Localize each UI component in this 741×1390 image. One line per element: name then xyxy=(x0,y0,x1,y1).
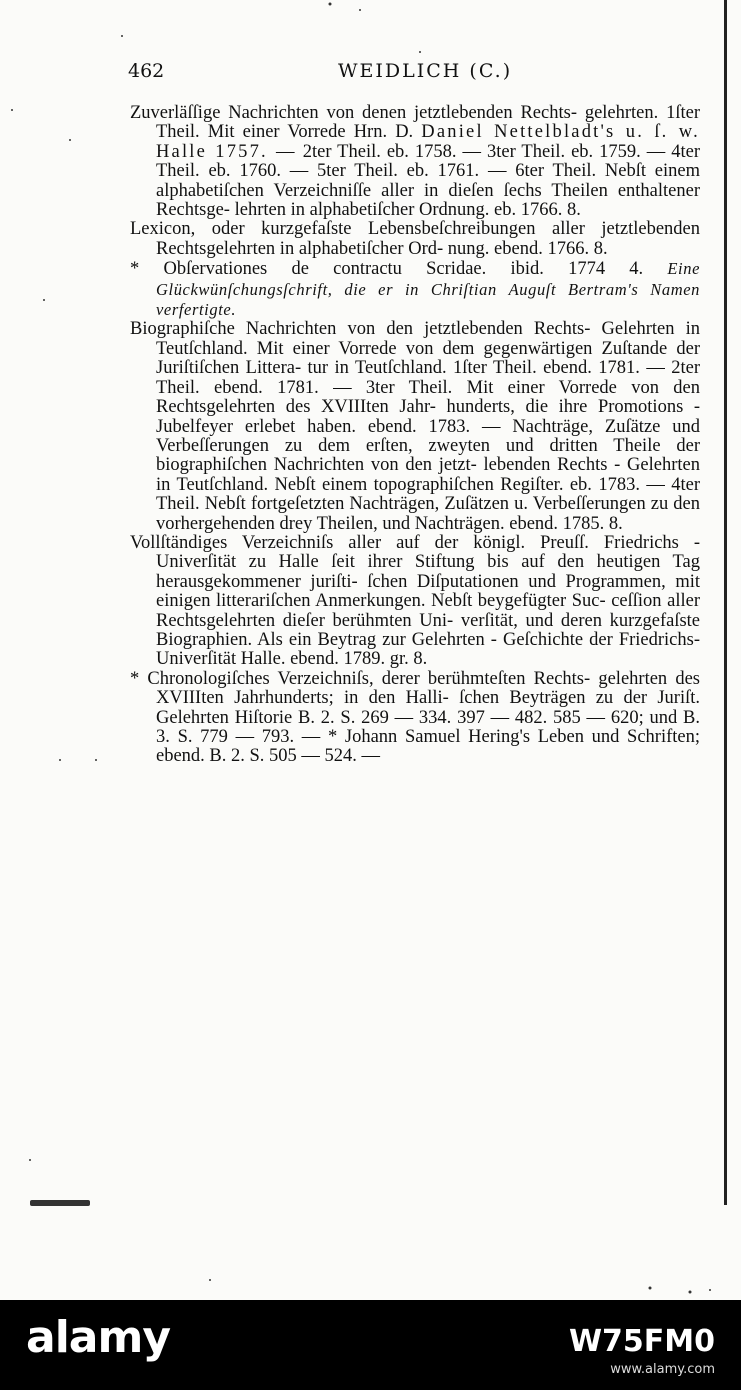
text-line: Vorrede von den Rechtsgelehrten des XVIIIten Jahr- xyxy=(156,377,701,418)
text-line: Verbeſſerungen zu den vorhergehenden drey Theilen, xyxy=(156,494,700,534)
site-url: www.alamy.com xyxy=(610,1362,715,1377)
text-line: Univerſität Halle. ebend. 1789. gr. 8. xyxy=(156,649,428,670)
text-line: 4ter Theil. eb. 1760. — 5ter Theil. eb. 1761. — xyxy=(156,141,701,182)
text-line: nung. ebend. 1766. 8. xyxy=(447,238,608,259)
text-line: einem topographiſchen Regiſter. eb. 1783. — 4ter xyxy=(322,474,701,495)
text-line: Zuverläſſige Nachrichten von denen jetztlebenden Rechts- xyxy=(130,103,577,123)
text-line: 2. S. 269 — 334. 397 — 482. 585 — 620; und B. 3. xyxy=(156,707,700,747)
text-line: S. 779 — 793. — * Johann Samuel Hering's xyxy=(177,727,531,747)
text-line: ceſſion aller Rechtsgelehrten dieſer berühmten Uni- xyxy=(156,591,700,631)
text-line: haben. ebend. 1783. — Nachträge, Zuſätze und xyxy=(307,416,700,437)
italic-note-line: Auguſt Bertram's Namen verfertigte. xyxy=(156,279,700,320)
text-line: Biographiſche Nachrichten von den jetztlebenden Rechts- xyxy=(130,319,591,340)
text-line: Theil. Nebſt fortgeſetzten Nachträgen, Zuſätzen u. xyxy=(156,494,528,515)
text-line: 2ter Theil. eb. 1758. — 3ter Theil. eb. 1759. — xyxy=(302,141,666,162)
text-line: litterariſchen Anmerkungen. Nebſt beygefügter Suc- xyxy=(216,591,606,612)
text-line: lehrten in alphabetiſcher Ordnung. eb. 1766. 8. xyxy=(234,200,581,221)
text-line: verſität, und deren kurzgefaſste Biographien. Als xyxy=(156,610,701,650)
text-line: Friedrichs - Univerſität zu Halle ſeit ihrer Stiftung xyxy=(156,532,700,573)
watermark-bar xyxy=(0,1300,741,1390)
page-number: 462 xyxy=(128,60,165,82)
text-line: lebenden Rechts - Gelehrten in Teutſchland. Nebſt xyxy=(156,455,700,495)
text-line: dem gegenwärtigen Zuſtande der Juriſtiſchen Littera- xyxy=(156,338,700,379)
text-line: * Chronologiſches Verzeichniſs, derer berühmteſten Rechts- xyxy=(130,668,591,689)
text-line: und Nachträgen. ebend. 1785. 8. xyxy=(382,513,623,534)
text-line: * Obſervationes de contractu Scridae. ibid. 1774 4. xyxy=(130,259,644,280)
text-line: gelehrten. 1ſter Theil. Mit einer Vorrede Hrn. D. xyxy=(156,103,700,143)
text-line: Vollſtändiges Verzeichniſs aller auf der königl. Preuſſ. xyxy=(130,532,589,553)
text-line: Theile der biographiſchen Nachrichten von den jetzt- xyxy=(156,435,701,476)
italic-note-line: Eine Glückwünſchungsſchrift, die er in Chriſtian xyxy=(156,259,701,299)
image-id: W75FM0 xyxy=(568,1324,715,1359)
text-line: Lexicon, oder kurzgefaſste Lebensbeſchreibungen aller xyxy=(130,219,585,240)
running-head: WEIDLICH (C.) xyxy=(338,60,513,82)
text-line: bis auf den heutigen Tag herausgekommener juriſti- xyxy=(156,552,701,592)
text-line: tur in Teutſchland. 1ſter Theil. ebend. 1781. — xyxy=(307,358,665,379)
text-line: Gelehrten in Teutſchland. Mit einer Vorrede von xyxy=(156,319,700,359)
brand-logo: alamy xyxy=(26,1312,170,1363)
text-line: 2ter Theil. ebend. 1781. — 3ter Theil. Mit einer xyxy=(156,358,701,398)
text-line: gelehrten des XVIIIten Jahrhunderts; in den Halli- xyxy=(156,668,700,709)
text-line: 6ter Theil. Nebſt einem alphabetiſchen Verzeichniſſe xyxy=(156,161,701,201)
text-line: aller in dieſen ſechs Theilen enthaltener Rechtsge- xyxy=(156,180,701,221)
text-line: ſchen Diſputationen und Programmen, mit einigen xyxy=(156,571,700,612)
text-line: Leben und Schriften; ebend. B. 2. S. 505 — 524. — xyxy=(156,727,701,767)
text-line: ſchen Beyträgen zu der Juriſt. Gelehrten Hiſtorie B. xyxy=(156,688,701,728)
text-line: Daniel Nettelbladt's u. ſ. w. Halle 1757. — xyxy=(156,122,700,162)
text-line: Verbeſſerungen zu dem erſten, zweyten und dritten xyxy=(156,435,598,456)
text-line: jetztlebenden Rechtsgelehrten in alphabetiſcher Ord- xyxy=(156,219,701,259)
text-line: hunderts, die ihre Promotions - Jubelfeyer erlebet xyxy=(156,397,700,437)
text-line: ein Beytrag zur Gelehrten - Geſchichte der Friedrichs- xyxy=(288,629,700,650)
